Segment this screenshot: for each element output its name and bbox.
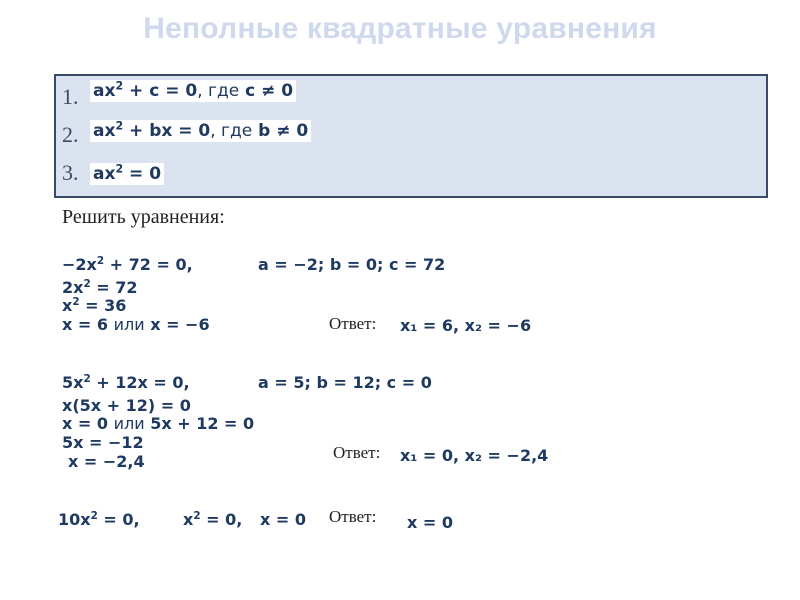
formula-text: $ax^2 = 0$ bbox=[93, 162, 162, 184]
ex1-step: $x^2 = 36$ bbox=[62, 295, 127, 315]
condition-text: c ≠ 0 bbox=[245, 81, 294, 101]
ex2-coefficients: a = 5; b = 12; c = 0 bbox=[258, 373, 432, 392]
case-formula bbox=[90, 80, 296, 102]
ex1-step: $2x^2 = 72$ bbox=[62, 277, 138, 297]
ex2-equation: $5x^2 + 12x = 0$, bbox=[62, 372, 190, 392]
solve-label: Решить уравнения: bbox=[62, 206, 225, 228]
ex1-equation: $-2x^2 + 72 = 0$, bbox=[62, 254, 193, 274]
answer-label: Ответ: bbox=[333, 443, 381, 462]
ex3-answer: x = 0 bbox=[407, 513, 453, 532]
case-number: 2. bbox=[62, 122, 79, 147]
ex3-step: x = 0 bbox=[260, 510, 306, 529]
root-text: 5x + 12 = 0 bbox=[150, 414, 255, 433]
ex1-coefficients: a = −2; b = 0; c = 72 bbox=[258, 255, 446, 274]
case-formula bbox=[90, 120, 311, 142]
where-text: , где bbox=[210, 121, 253, 141]
where-text: , где bbox=[197, 81, 240, 101]
formula-text: $ax^2$ + bx = 0 bbox=[93, 119, 211, 141]
ex2-answer: x₁ = 0, x₂ = −2,4 bbox=[400, 446, 549, 465]
ex1-answer: x₁ = 6, x₂ = −6 bbox=[400, 316, 532, 335]
or-word: или bbox=[113, 414, 145, 433]
case-formula bbox=[90, 163, 164, 185]
or-word: или bbox=[113, 315, 145, 334]
ex2-step: 5x = −12 bbox=[62, 433, 144, 452]
formula-text: $ax^2 + c = 0$ bbox=[93, 79, 198, 101]
ex3-equation: $10x^2 = 0$, bbox=[58, 509, 140, 529]
answer-label: Ответ: bbox=[329, 507, 377, 526]
root-text: x = −6 bbox=[150, 315, 210, 334]
root-text: x = 0 bbox=[62, 414, 108, 433]
ex1-roots bbox=[62, 316, 210, 334]
ex2-step: x(5x + 12) = 0 bbox=[62, 396, 191, 415]
page-title: Неполные квадратные уравнения bbox=[143, 12, 657, 45]
ex2-step: x = −2,4 bbox=[68, 452, 145, 471]
ex3-step: $x^2 = 0$, bbox=[183, 509, 243, 529]
condition-text: b ≠ 0 bbox=[258, 121, 309, 141]
case-number: 3. bbox=[62, 160, 79, 185]
ex2-roots bbox=[62, 415, 254, 433]
answer-label: Ответ: bbox=[329, 314, 377, 333]
case-number: 1. bbox=[62, 84, 79, 109]
root-text: x = 6 bbox=[62, 315, 108, 334]
